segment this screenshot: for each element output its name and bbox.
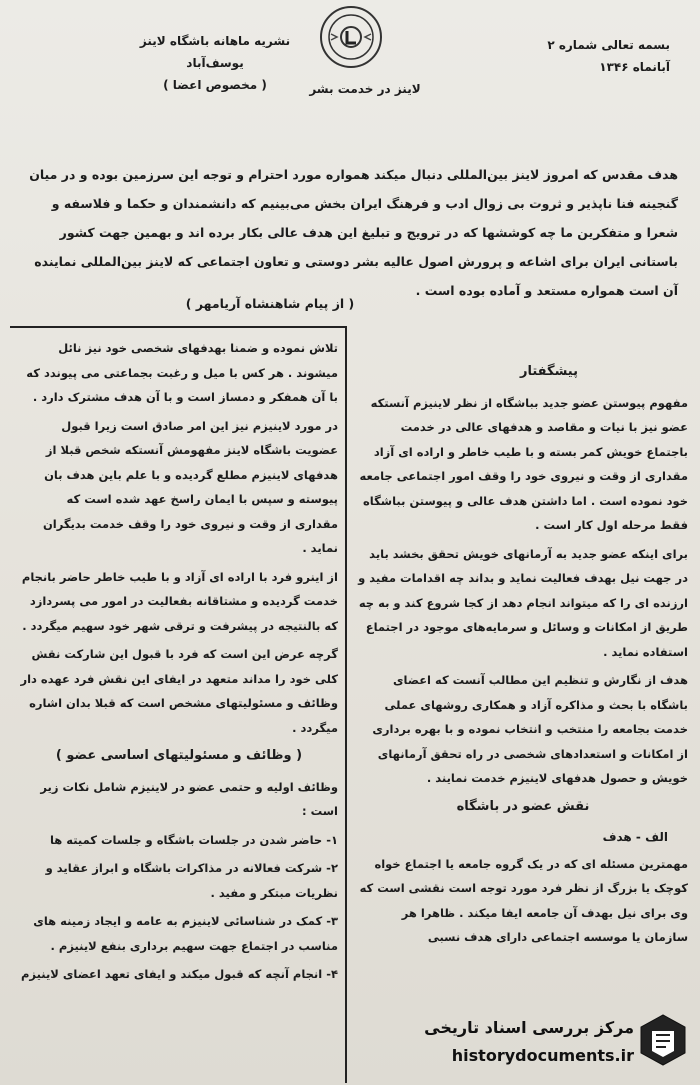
watermark-url: historydocuments.ir [451,1046,634,1065]
duties-intro: وظائف اولیه و حتمی عضو در لاینیزم شامل نکات زیر است : [40,779,338,818]
intro-source: ( از پیام شاهنشاه آریامهر ) [185,296,355,311]
preface-paragraph-3: هدف از نگارش و تنظیم این مطالب آنست که اعضای باشگاه با بحث و مذاکره آزاد و همکاری روشهای عملی خدمت بجامعه را منتخب و انتخاب نموده و با بهره برداری از امکانات و استعدادهای شخصی در راه تحقق آرمانهای خویش و حصول هدفهای لاینیزم خدمت نمایند . [372,673,688,785]
right-column [358,356,688,954]
member-role-heading: نقش عضو در باشگاه [456,798,590,814]
newsletter-title-line3: ( مخصوص اعضا ) [163,78,267,92]
left-paragraph-1: تلاش نموده و ضمنا بهدفهای شخصی خود نیز نائل میشوند . هر کس با میل و رغبت بجماعتی می پیوندد که با آن همفکر و دمساز است و با آن هدف مشترک دارد . [26,341,338,404]
preface-heading: پیشگفتار [519,364,578,379]
left-paragraph-4: گرچه عرض این است که فرد با قبول این شارکت نقش کلی خود را مداند متعهد در ایفای این نقش فرد عهده دار وظائف و مسئولیتهای مشخص است که قبلا بدان اشاره میگردد . [20,647,338,735]
preface-paragraph-2: برای اینکه عضو جدید به آرمانهای خویش تحقق بخشد باید در جهت نیل بهدف فعالیت نماید و بداند چه اقدامات مفید و ارزنده ای را که میتواند انجام دهد از کجا شروع کند و به چه طریق از امکانات و وسائل و سرمایه‌های موجود در اجتماع استفاده نماید . [358,546,688,659]
left-paragraph-3: از اینرو فرد با اراده ای آزاد و با طیب خاطر حاضر بانجام خدمت گردیده و مشتاقانه بفعالیت در امور می پسردازد که بالنتیجه در پیشرفت و ترقی شهر خود سهیم میگردد . [21,569,338,633]
left-column [20,336,338,991]
duty-item-4: ۴- انجام آنچه که قبول میکند و ایفای تعهد اعضای لاینیزم [21,967,338,981]
newsletter-title-line2: یوسف‌آباد [186,56,244,70]
slogan: لاینز در خدمت بشر [309,82,421,96]
issue-number: بسمه تعالی شماره ۲ [547,38,670,52]
issue-date: آبانماه ۱۳۴۶ [599,60,670,74]
goal-subheading: الف - هدف [602,830,668,844]
source-watermark [406,1005,696,1081]
duties-heading: ( وظائف و مسئولیتهای اساسی عضو ) [55,748,303,763]
left-paragraph-2: در مورد لاینیزم نیز این امر صادق است زیرا قبول عضویت باشگاه لاینز مفهومش آنستکه شخص قبلا از هدفهای لاینیزم مطلع گردیده و با علم باین هدف بان پیوسته و سپس با ایمان راسخ عهد شده است که مقداری از وقت و نیروی خود را وقف خدمت بدیگران نماید . [42,418,338,555]
archive-logo-icon [638,1013,688,1067]
preface-paragraph-1: مفهوم پیوستن عضو جدید بباشگاه از نظر لاینیزم آنستکه عضو نیز با نیات و مقاصد و هدفهای عالی در خدمت باجتماع خویش کمر بسته و با طیب خاطر و اراده ای آزاد مقداری از وقت و نیروی خود را وقف امور اجتماعی جامعه خود نموده است . اما داشتن هدف عالی و پیوستن بباشگاه فقط مرحله اول کار است . [359,395,688,532]
goal-paragraph: مهمترین مسئله ای که در یک گروه جامعه یا اجتماع خواه کوچک یا بزرگ از نظر فرد مورد توجه است نقشی است که وی برای نیل بهدف آن جامعه ایفا میکند . ظاهرا هر سازمان یا موسسه اجتماعی دارای هدف نسبی [359,856,688,944]
issue-info [510,34,670,78]
intro-paragraph: هدف مقدس که امروز لاینز بین‌المللی دنبال میکند همواره مورد احترام و توجه این سرزمین بوده و در میان گنجینه فنا ناپذیر و ثروت بی زوال ادب و فرهنگ ایران بخش می‌بینیم که دانشمندان و حکما و فلاسفه و شعرا و متفکرین ما چه کوششها که در ترویج و تبلیغ این هدف عالی بکار برده اند و بهمین جهت کشور باستانی ایران برای اشاعه و پرورش اصول عالیه بشر دوستی و تعاون اجتماعی که لاینز بین‌المللی نماینده آن است همواره مستعد و آماده بوده است . [29,167,678,298]
duty-item-3: ۳- کمک در شناسائی لاینیزم به عامه و ایجاد زمینه های مناسب در اجتماع جهت سهیم برداری بنفع لاینیزم . [33,914,338,953]
lions-emblem-icon [318,4,384,70]
newsletter-title-line1: نشریه ماهانه باشگاه لاینز [139,34,291,48]
duty-item-1: ۱- حاضر شدن در جلسات باشگاه و جلسات کمیته ها [49,832,338,847]
watermark-org-name: مرکز بررسی اسناد تاریخی [424,1018,634,1037]
duty-item-2: ۲- شرکت فعالانه در مذاکرات باشگاه و ابراز عقاید و نظریات مبتکر و مفید . [45,861,338,900]
